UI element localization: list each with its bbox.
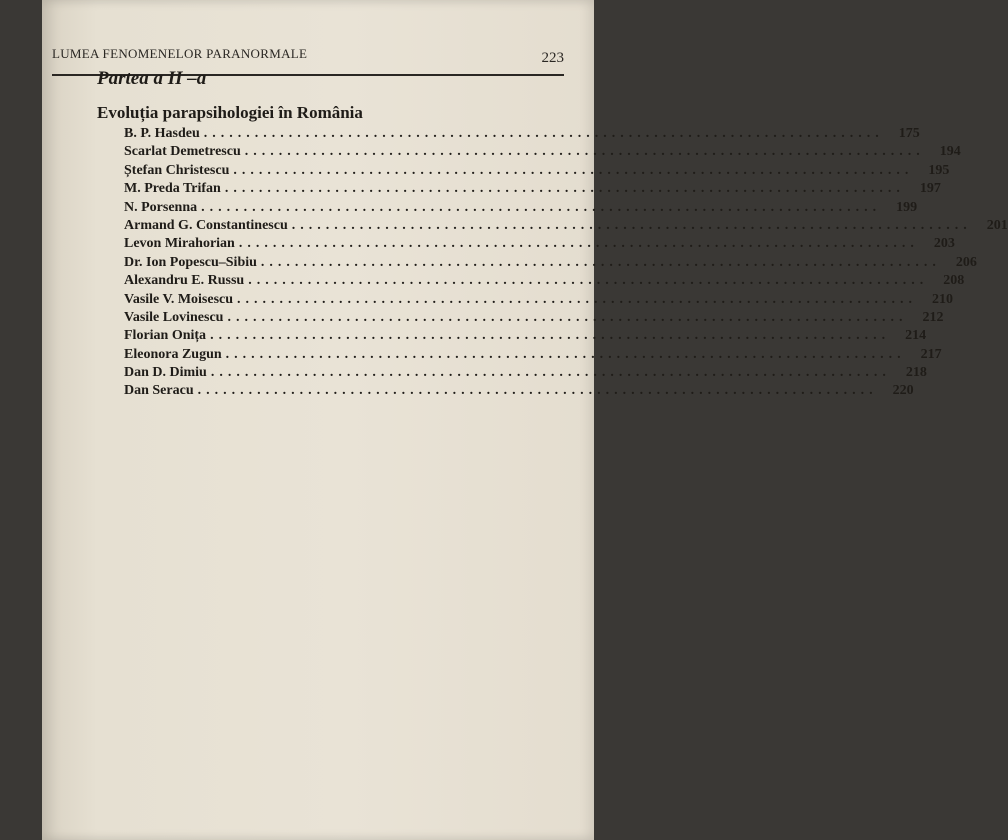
dot-leader: ................................................................................: [210, 328, 891, 344]
toc-entry-page: 217: [920, 346, 942, 362]
toc-entry-page: 212: [922, 309, 944, 325]
dot-leader: ................................................................................: [237, 291, 918, 307]
toc-entry-name: Ștefan Christescu: [124, 162, 230, 178]
toc-entry: [124, 236, 955, 254]
toc-entry: [124, 126, 920, 144]
toc-entry-name: Florian Onița: [124, 328, 207, 344]
dot-leader: ................................................................................: [203, 126, 884, 141]
toc-entry: [124, 383, 914, 401]
part-title: Partea a II –a: [97, 68, 207, 89]
table-of-contents: [124, 126, 1008, 402]
toc-entry: [124, 328, 927, 346]
dot-leader: ................................................................................: [227, 309, 908, 325]
toc-entry-name: M. Preda Trifan: [124, 181, 221, 197]
toc-entry-page: 206: [955, 254, 977, 270]
toc-entry-name: Eleonora Zugun: [124, 346, 222, 362]
toc-entry: [124, 162, 950, 181]
toc-entry-name: B. P. Hasdeu: [124, 126, 200, 141]
toc-entry-name: Levon Mirahorian: [124, 236, 235, 252]
toc-entry-name: Scarlat Demetrescu: [124, 144, 241, 160]
toc-entry-page: 214: [905, 328, 927, 344]
toc-entry-page: 220: [892, 383, 914, 399]
toc-entry-page: 199: [896, 199, 918, 215]
toc-entry-name: Vasile V. Moisescu: [124, 291, 234, 307]
toc-entry: [124, 217, 1008, 236]
dot-leader: ................................................................................: [291, 217, 972, 233]
dot-leader: ................................................................................: [244, 144, 925, 160]
dot-leader: ................................................................................: [248, 273, 929, 289]
dot-leader: ................................................................................: [233, 162, 914, 178]
toc-entry-name: Alexandru E. Russu: [124, 273, 245, 289]
toc-entry: [124, 309, 944, 328]
dot-leader: ................................................................................: [260, 254, 941, 270]
toc-entry-page: 203: [933, 236, 955, 252]
toc-entry-name: N. Porsenna: [124, 199, 198, 215]
toc-entry: [124, 291, 954, 310]
toc-entry: [124, 346, 942, 365]
dot-leader: ................................................................................: [238, 236, 919, 252]
toc-entry: [124, 199, 918, 218]
section-title: Evoluția parapsihologiei în România: [97, 103, 363, 122]
toc-entry: [124, 365, 927, 383]
toc-entry-name: Dan Seracu: [124, 383, 194, 399]
running-head: LUMEA FENOMENELOR PARANORMALE: [52, 46, 308, 61]
toc-entry: [124, 273, 965, 291]
toc-entry-page: 210: [932, 291, 954, 307]
toc-entry-page: 208: [943, 273, 965, 289]
toc-entry-page: 218: [905, 365, 927, 381]
toc-entry: [124, 181, 941, 199]
toc-entry-page: 201: [986, 217, 1008, 233]
toc-entry-page: 195: [928, 162, 950, 178]
dot-leader: ................................................................................: [197, 383, 878, 399]
toc-entry-page: 175: [898, 126, 920, 141]
toc-entry-name: Dr. Ion Popescu–Sibiu: [124, 254, 257, 270]
toc-entry-page: 194: [939, 144, 961, 160]
toc-entry-page: 197: [919, 181, 941, 197]
dot-leader: ................................................................................: [201, 199, 882, 215]
dot-leader: ................................................................................: [224, 181, 905, 197]
toc-entry-name: Armand G. Constantinescu: [124, 217, 288, 233]
page-number: 223: [541, 50, 564, 66]
dot-leader: ................................................................................: [210, 365, 891, 381]
dot-leader: ................................................................................: [225, 346, 906, 362]
toc-entry-name: Vasile Lovinescu: [124, 309, 224, 325]
toc-entry: [124, 254, 977, 273]
toc-entry: [124, 144, 961, 162]
toc-entry-name: Dan D. Dimiu: [124, 365, 207, 381]
